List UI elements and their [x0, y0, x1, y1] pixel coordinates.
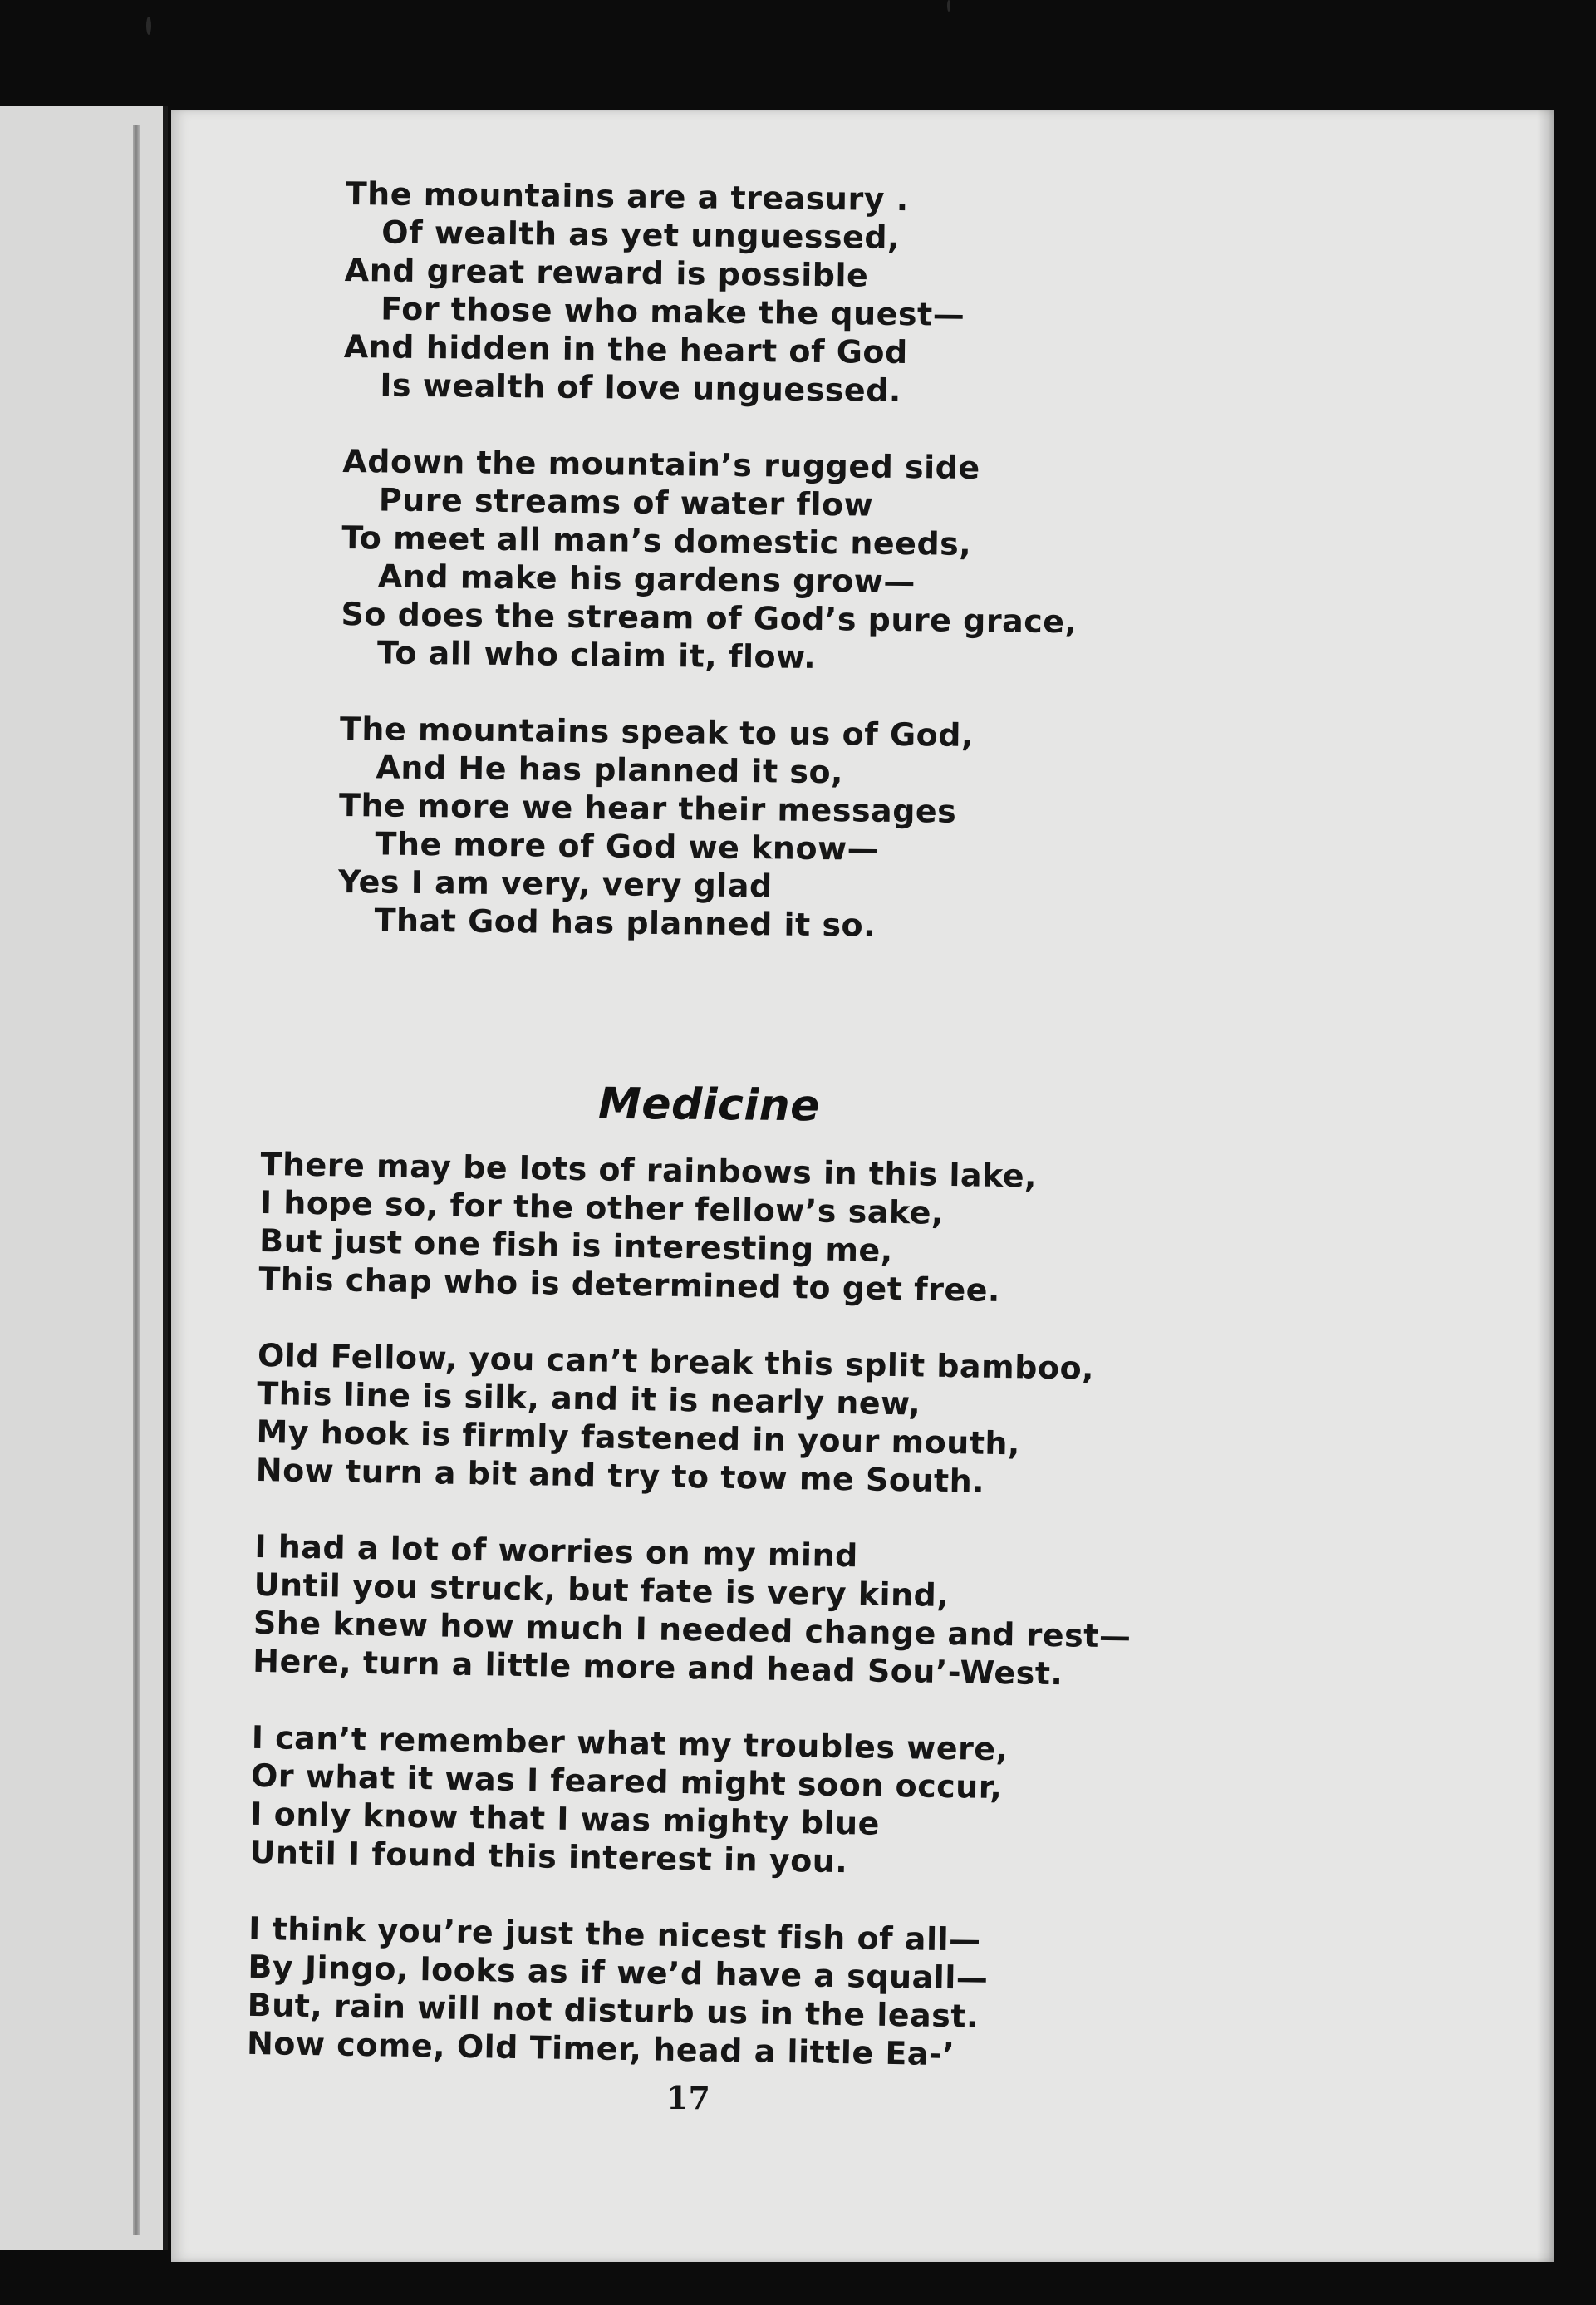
poem-line: For those who make the quest— — [381, 290, 965, 333]
poem-line: I can’t remember what my troubles were, — [251, 1718, 1009, 1768]
poem-line: And make his gardens grow— — [377, 558, 916, 601]
poem-line: This chap who is determined to get free. — [258, 1260, 1001, 1309]
stanza — [343, 174, 1082, 411]
poem-line: By Jingo, looks as if we’d have a squall— — [248, 1948, 989, 1997]
binding-shadow — [133, 125, 140, 2235]
poem-line: Until I found this interest in you. — [249, 1833, 848, 1880]
poem-line: But just one fish is interesting me, — [258, 1221, 894, 1269]
poem-line: And hidden in the heart of God — [343, 327, 908, 371]
poem-line: Or what it was I feared might soon occur, — [250, 1757, 1003, 1806]
poem-line: Now turn a bit and try to tow me South. — [255, 1451, 985, 1500]
poem-line: The more we hear their messages — [338, 786, 957, 830]
poem-line: Is wealth of love unguessed. — [380, 366, 902, 410]
poem-mountains — [337, 174, 1082, 946]
poem-line: The mountains speak to us of God, — [339, 710, 975, 754]
scan-speck — [146, 17, 151, 35]
stanza — [255, 1336, 1135, 1503]
poem-line: I had a lot of worries on my mind — [254, 1527, 859, 1575]
poem-line: The more of God we know— — [375, 825, 880, 867]
poem-line: Pure streams of water flow — [378, 481, 874, 523]
poem-title: Medicine — [597, 1079, 821, 1132]
poem-line: That God has planned it so. — [374, 902, 877, 944]
poem-line: Of wealth as yet unguessed, — [381, 214, 901, 256]
poem-medicine — [247, 1145, 1139, 2076]
stanza — [337, 710, 1076, 946]
poem-line: I think you’re just the nicest fish of all— — [248, 1909, 981, 1959]
poem-line: Yes I am very, very glad — [337, 863, 773, 905]
poem-line: Old Fellow, you can’t break this split bamboo, — [257, 1336, 1095, 1387]
poem-line: And He has planned it so, — [376, 749, 844, 791]
stanza — [249, 1718, 1129, 1885]
stanza — [247, 1909, 1127, 2076]
poem-line: To all who claim it, flow. — [376, 634, 817, 676]
poem-line: This line is silk, and it is nearly new, — [256, 1374, 921, 1423]
scan-speck — [947, 0, 950, 12]
poem-line: And great reward is possible — [344, 251, 869, 294]
poem-line: But, rain will not disturb us in the least. — [247, 1986, 980, 2035]
stanza — [258, 1145, 1138, 1312]
poem-line: Adown the mountain’s rugged side — [342, 442, 980, 487]
poem-line: I hope so, for the other fellow’s sake, — [259, 1183, 945, 1231]
poem-line: She knew how much I needed change and rest— — [253, 1604, 1132, 1655]
previous-page-edge — [0, 106, 168, 2250]
poem-line: I only know that I was mighty blue — [250, 1795, 881, 1842]
poem-line: The mountains are a treasury . — [345, 174, 909, 219]
poem-line: Until you struck, but fate is very kind, — [253, 1565, 950, 1614]
poem-line: Here, turn a little more and head Sou’-West. — [252, 1642, 1063, 1693]
poem-line: There may be lots of rainbows in this lake, — [260, 1145, 1038, 1195]
poem-line: To meet all man’s domestic needs, — [341, 519, 972, 563]
stanza — [341, 442, 1079, 679]
page-number: 17 — [666, 2079, 710, 2116]
stanza — [253, 1527, 1132, 1694]
poem-line: So does the stream of God’s pure grace, — [341, 595, 1078, 641]
poem-line: Now come, Old Timer, head a little Ea-’ — [246, 2024, 955, 2073]
poem-line: My hook is firmly fastened in your mouth, — [256, 1413, 1021, 1462]
